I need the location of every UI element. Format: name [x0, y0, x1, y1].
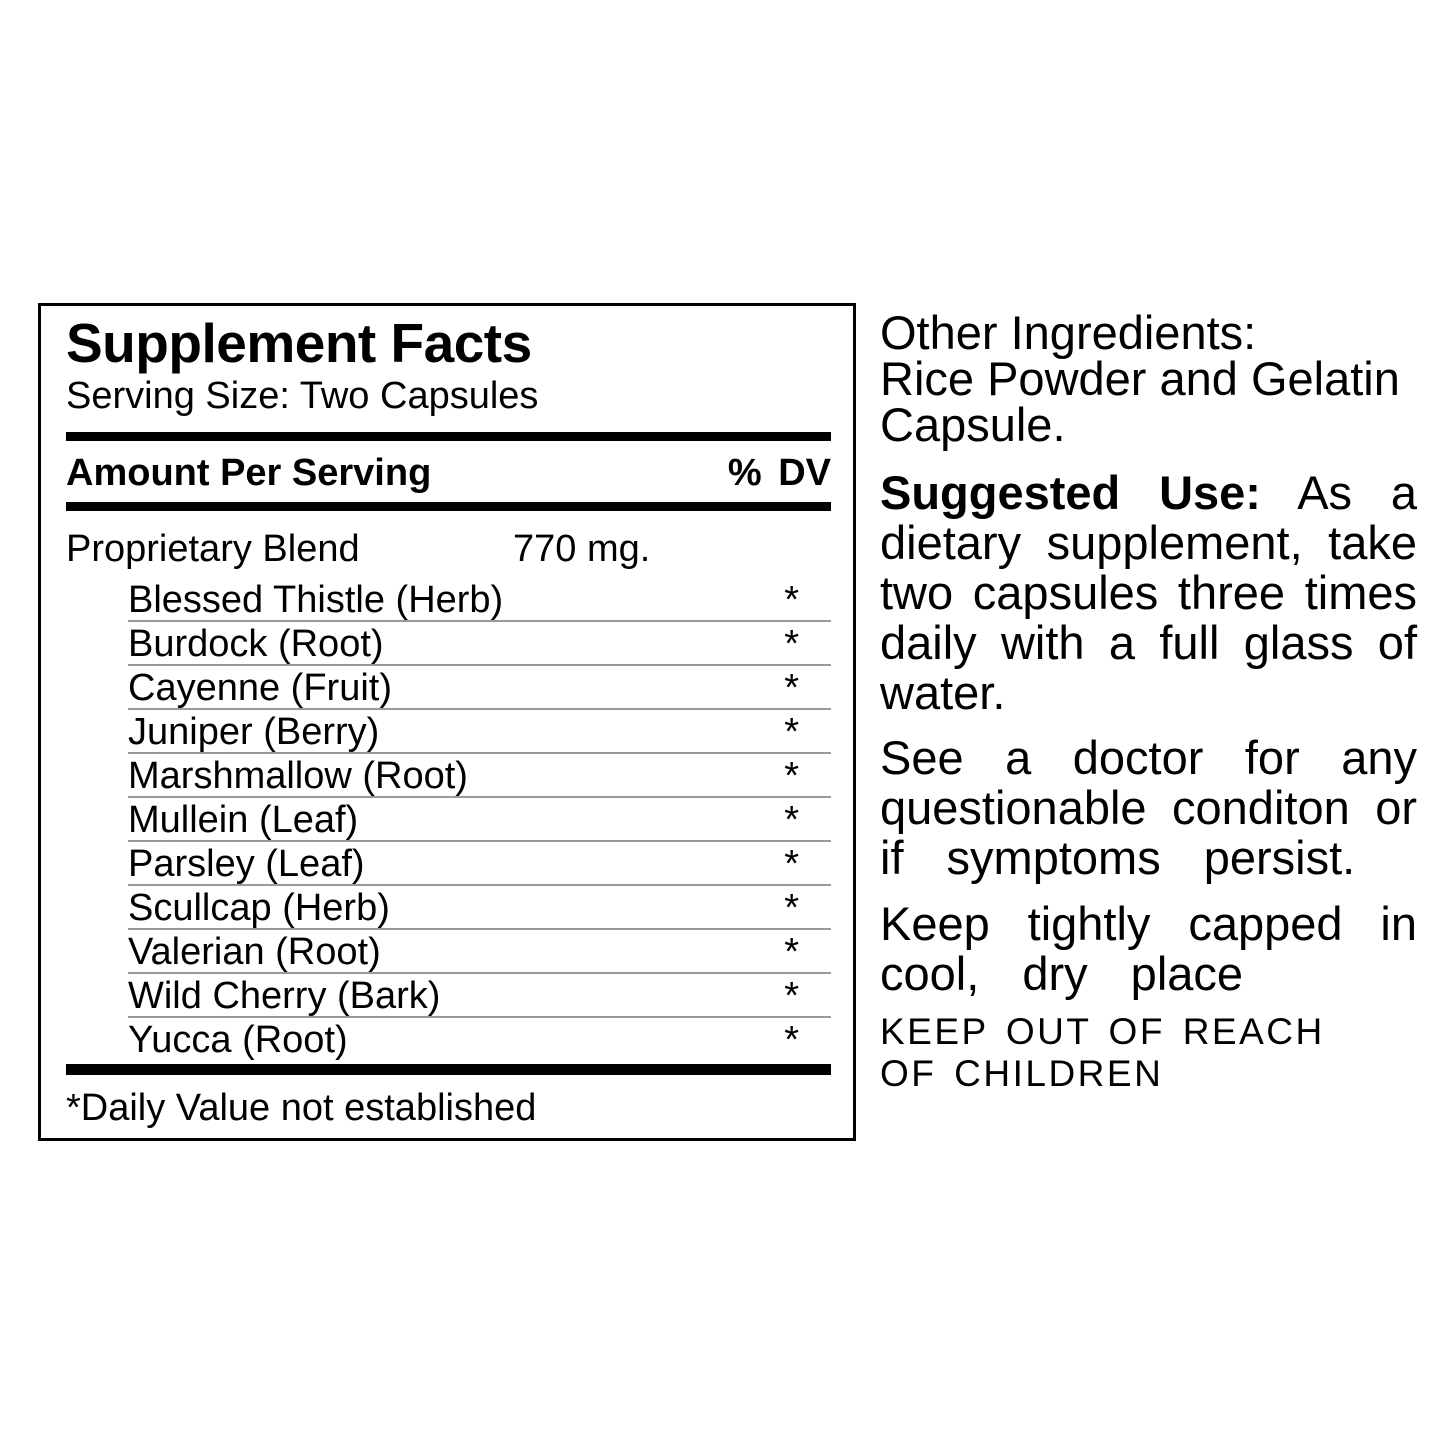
doctor-note-line: See a doctor for any [880, 731, 1417, 784]
ingredient-name: Yucca (Root) [128, 1019, 348, 1061]
supplement-facts-panel [38, 303, 856, 1141]
divider-bar-top [66, 432, 831, 441]
divider-bar-bottom [66, 1064, 831, 1075]
ingredient-name: Burdock (Root) [128, 623, 384, 665]
table-row [128, 578, 831, 622]
ingredient-dv: * [784, 667, 799, 709]
table-row [128, 886, 831, 930]
blend-name: Proprietary Blend [66, 528, 360, 570]
ingredient-dv: * [784, 931, 799, 973]
other-ingredients-text: Capsule. [880, 398, 1066, 451]
info-column [880, 306, 1417, 1095]
ingredient-name: Wild Cherry (Bark) [128, 975, 441, 1017]
ingredient-name: Valerian (Root) [128, 931, 381, 973]
ingredient-name: Juniper (Berry) [128, 711, 380, 753]
ingredient-dv: * [784, 799, 799, 841]
ingredient-list [128, 578, 831, 1062]
other-ingredients-paragraph [880, 306, 1417, 451]
table-row [128, 798, 831, 842]
ingredient-dv: * [784, 887, 799, 929]
storage-note-line: Keep tightly capped in [880, 897, 1417, 950]
table-row [128, 754, 831, 798]
table-row [128, 842, 831, 886]
panel-title: Supplement Facts [66, 312, 532, 374]
warning-line: OF CHILDREN [880, 1053, 1164, 1094]
percent-dv-header: % DV [727, 452, 831, 494]
doctor-note-line: if symptoms persist. [880, 831, 1356, 884]
doctor-note-line: questionable conditon or [880, 781, 1417, 834]
daily-value-footnote: *Daily Value not established [66, 1087, 537, 1129]
suggested-use-label: Suggested Use: [880, 466, 1261, 519]
other-ingredients-text: Rice Powder and Gelatin [880, 352, 1400, 405]
serving-size: Serving Size: Two Capsules [66, 375, 539, 417]
other-ingredients-heading: Other Ingredients: [880, 306, 1257, 359]
proprietary-blend-row [66, 529, 831, 569]
amount-per-serving-header: Amount Per Serving [66, 452, 432, 494]
suggested-use-line: two capsules three times [880, 566, 1417, 619]
ingredient-name: Blessed Thistle (Herb) [128, 579, 504, 621]
suggested-use-line: daily with a full glass of [880, 616, 1417, 669]
ingredient-name: Scullcap (Herb) [128, 887, 390, 929]
ingredient-dv: * [784, 843, 799, 885]
table-header-row [66, 453, 831, 493]
ingredient-name: Parsley (Leaf) [128, 843, 365, 885]
ingredient-name: Mullein (Leaf) [128, 799, 359, 841]
storage-note-paragraph [880, 899, 1417, 999]
table-row [128, 1018, 831, 1062]
suggested-use-text: As a [1297, 466, 1417, 519]
ingredient-dv: * [784, 711, 799, 753]
table-row [128, 710, 831, 754]
suggested-use-line [880, 468, 1417, 518]
table-row [128, 930, 831, 974]
warning-line: KEEP OUT OF REACH [880, 1011, 1325, 1052]
keep-out-of-reach-warning [880, 1011, 1417, 1095]
table-row [128, 974, 831, 1018]
blend-amount: 770 mg. [513, 528, 651, 570]
suggested-use-paragraph [880, 468, 1417, 718]
suggested-use-line: dietary supplement, take [880, 516, 1417, 569]
ingredient-dv: * [784, 975, 799, 1017]
ingredient-dv: * [784, 1019, 799, 1061]
divider-bar-middle [66, 502, 831, 511]
table-row [128, 666, 831, 710]
ingredient-dv: * [784, 579, 799, 621]
doctor-note-paragraph [880, 733, 1417, 883]
ingredient-dv: * [784, 623, 799, 665]
ingredient-name: Cayenne (Fruit) [128, 667, 392, 709]
ingredient-name: Marshmallow (Root) [128, 755, 468, 797]
ingredient-dv: * [784, 755, 799, 797]
suggested-use-line: water. [880, 666, 1006, 719]
storage-note-line: cool, dry place [880, 947, 1244, 1000]
table-row [128, 622, 831, 666]
